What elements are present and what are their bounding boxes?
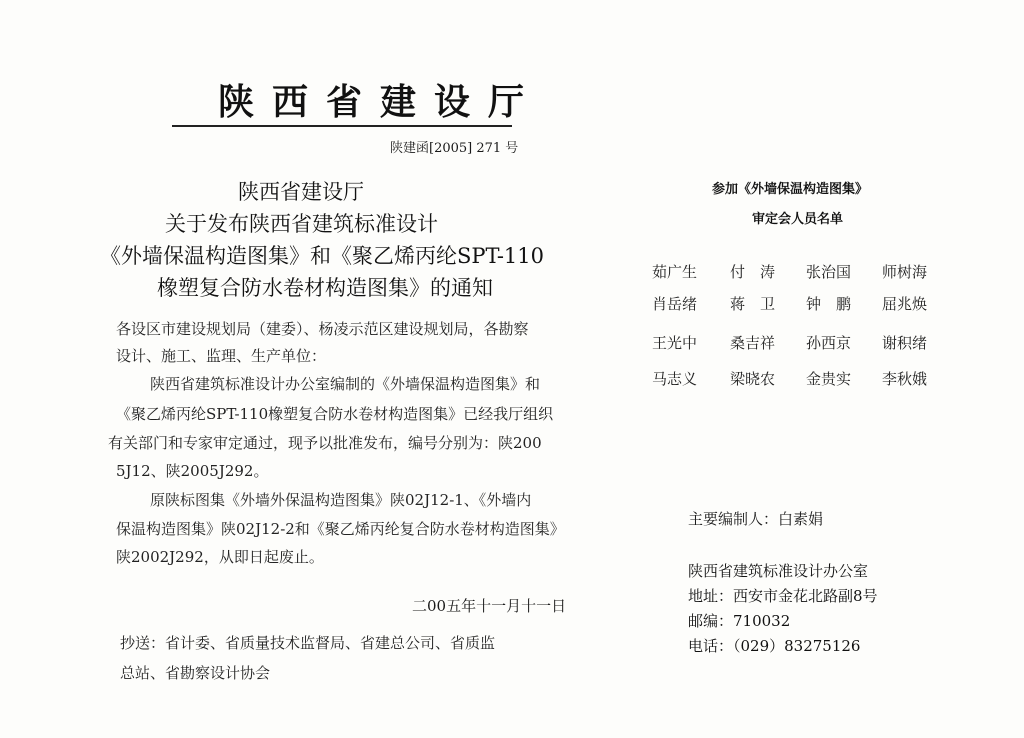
doc-number: 陕建函[2005] 271 号 (390, 141, 519, 156)
committee-heading-2: 审定会人员名单 (752, 212, 844, 227)
notice-title-line-1: 陕西省建设厅 (238, 180, 364, 204)
contact-office: 陕西省建筑标准设计办公室 (688, 562, 869, 580)
body-line: 有关部门和专家审定通过，现予以批准发布，编号分别为：陕200 (108, 434, 542, 452)
member-name: 马志义 (652, 370, 698, 388)
member-name: 付 涛 (730, 263, 776, 281)
cc-line-2: 总站、省勘察设计协会 (120, 664, 271, 682)
member-name: 孙西京 (806, 334, 852, 352)
notice-title-line-2: 关于发布陕西省建筑标准设计 (165, 212, 438, 236)
member-name: 茹广生 (652, 263, 698, 281)
org-title: 陕西省建设厅 (218, 82, 543, 123)
title-rule (172, 125, 512, 127)
body-line: 保温构造图集》陕02J12-2和《聚乙烯丙纶复合防水卷材构造图集》 (116, 520, 565, 538)
member-name: 师树海 (882, 263, 928, 281)
body-line: 各设区市建设规划局（建委）、杨凌示范区建设规划局，各勘察 (116, 320, 529, 338)
contact-address: 地址：西安市金花北路副8号 (688, 587, 878, 605)
body-line: 陕西省建筑标准设计办公室编制的《外墙保温构造图集》和 (150, 375, 541, 393)
chief-editor: 主要编制人：白素娟 (688, 510, 824, 528)
issue-date: 二00五年十一月十一日 (412, 597, 567, 615)
member-name: 蒋 卫 (730, 295, 776, 313)
contact-postcode: 邮编：710032 (688, 612, 791, 630)
member-name: 谢积绪 (882, 334, 928, 352)
member-name: 张治国 (806, 263, 852, 281)
body-line: 陕2002J292，从即日起废止。 (116, 548, 324, 566)
body-line: 《聚乙烯丙纶SPT-110橡塑复合防水卷材构造图集》已经我厅组织 (116, 405, 554, 423)
member-name: 梁晓农 (730, 370, 776, 388)
cc-line-1: 抄送：省计委、省质量技术监督局、省建总公司、省质监 (120, 634, 496, 652)
member-name: 桑吉祥 (730, 334, 776, 352)
body-line: 设计、施工、监理、生产单位： (116, 347, 327, 365)
member-name: 屈兆焕 (882, 295, 928, 313)
member-name: 钟 鹏 (806, 295, 852, 313)
committee-heading-1: 参加《外墙保温构造图集》 (712, 182, 869, 197)
body-line: 5J12、陕2005J292。 (116, 462, 269, 480)
member-name: 金贵实 (806, 370, 852, 388)
member-name: 肖岳绪 (652, 295, 698, 313)
member-name: 李秋娥 (882, 370, 928, 388)
body-line: 原陕标图集《外墙外保温构造图集》陕02J12-1、《外墙内 (150, 491, 532, 509)
contact-phone: 电话：（029）83275126 (688, 637, 861, 655)
notice-title-line-4: 橡塑复合防水卷材构造图集》的通知 (157, 276, 493, 300)
notice-title-line-3: 《外墙保温构造图集》和《聚乙烯丙纶SPT-110 (100, 244, 544, 268)
member-name: 王光中 (652, 334, 698, 352)
